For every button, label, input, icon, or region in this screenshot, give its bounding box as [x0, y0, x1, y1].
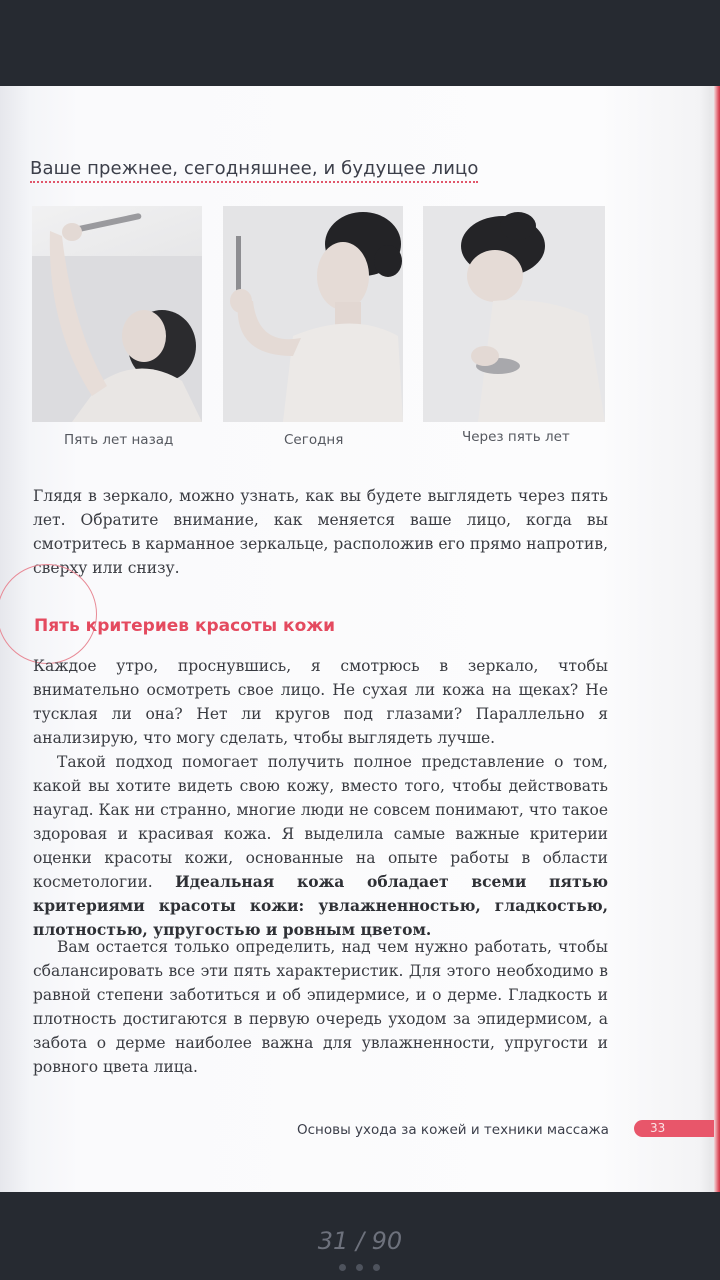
subsection-heading: Пять критериев красоты кожи [34, 616, 336, 636]
dot-icon [356, 1264, 363, 1271]
photo-caption: Пять лет назад [64, 432, 174, 448]
photo-caption: Сегодня [284, 432, 344, 448]
photo-today [223, 206, 403, 422]
annotation-circle [0, 564, 97, 664]
photo-five-years-ago [32, 206, 202, 422]
paragraph: Каждое утро, проснувшись, я смотрюсь в зеркало, чтобы внимательно осмотреть свое лицо. Не сухая ли кожа на щеках? Не тусклая ли она? Нет ли кругов под глазами? Параллельно я анализирую, что могу сделать, чтобы выглядеть лучше. [33, 657, 608, 747]
photo-caption: Через пять лет [462, 429, 570, 445]
paragraph-emphasis: Идеальная кожа обладает всеми пятью критериями красоты кожи: увлажненностью, гладкостью, плотностью, упругостью и ровным цветом. [33, 872, 608, 939]
paragraph-text: Такой подход помогает получить полное представление о том, какой вы хотите видеть свою кожу, вместо того, чтобы действовать наугад. Как ни странно, многие люди не совсем понимают, что такое здоровая и красивая кожа. Я выделила самые важные критерии оценки красоты кожи, основанные на опыте работы в области косметологии. [33, 753, 608, 891]
paragraph [33, 750, 608, 942]
intro-paragraph: Глядя в зеркало, можно узнать, как вы будете выглядеть через пять лет. Обратите внимание, как меняется ваше лицо, когда вы смотритесь в карманное зеркальце, расположив его прямо напротив, сверху или снизу. [33, 487, 608, 577]
page-indicator: 31 / 90 [317, 1227, 403, 1255]
page-edge-decoration [714, 86, 720, 1192]
running-footer: Основы ухода за кожей и техники массажа [297, 1122, 609, 1138]
more-options-dots[interactable] [339, 1264, 380, 1271]
woman-mirror-above-illustration [32, 206, 202, 422]
photo-in-five-years [423, 206, 605, 422]
dot-icon [339, 1264, 346, 1271]
viewer-top-bar [0, 0, 720, 86]
paragraph: Вам остается только определить, над чем нужно работать, чтобы сбалансировать все эти пять характеристик. Для этого необходимо в равной степени заботиться и об эпидермисе, и о дерме. Гладкость и плотность достигаются в первую очередь уходом за эпидермисом, а забота о дерме наиболее важна для увлажненности, упругости и ровного цвета лица. [33, 938, 608, 1076]
section-heading: Ваше прежнее, сегодняшнее, и будущее лицо [30, 158, 478, 183]
page-number: 33 [634, 1120, 714, 1137]
book-page[interactable] [0, 86, 720, 1192]
woman-mirror-front-illustration [223, 206, 403, 422]
woman-mirror-below-illustration [423, 206, 605, 422]
dot-icon [373, 1264, 380, 1271]
